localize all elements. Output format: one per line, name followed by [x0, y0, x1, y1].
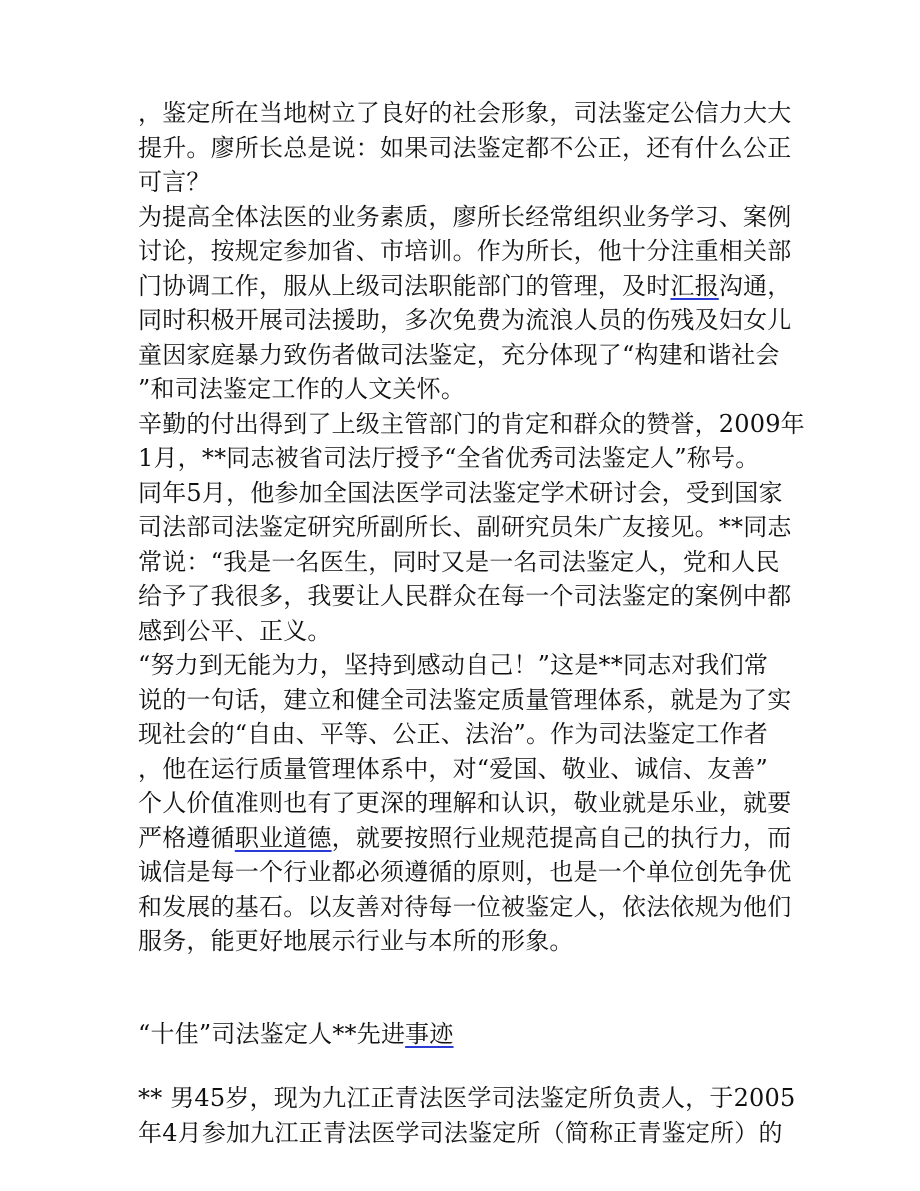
- text-line: 诚信是每一个行业都必须遵循的原则，也是一个单位创先争优: [138, 858, 792, 886]
- paragraph-4: [138, 648, 792, 959]
- section-heading: [138, 1017, 788, 1052]
- paragraph-3: [138, 407, 805, 649]
- text-line: 可言？: [138, 168, 211, 196]
- text-line: 同时积极开展司法援助，多次免费为流浪人员的伤残及妇女儿: [138, 306, 792, 334]
- text-line: 个人价值准则也有了更深的理解和认识，敬业就是乐业，就要: [138, 789, 792, 817]
- text-line: [138, 269, 792, 304]
- text-line: 年4月参加九江正青法医学司法鉴定所（简称正青鉴定所）的: [138, 1118, 783, 1147]
- text-line: 为提高全体法医的业务素质，廖所长经常组织业务学习、案例: [138, 202, 792, 231]
- text-segment: 沟通，: [718, 271, 792, 300]
- document-page: [138, 96, 805, 1150]
- text-line: 司法部司法鉴定研究所副所长、副研究员朱广友接见。**同志: [138, 513, 792, 541]
- text-line: 童因家庭暴力致伤者做司法鉴定，充分体现了“构建和谐社会: [138, 340, 780, 369]
- text-line: 同年5月，他参加全国法医学司法鉴定学术研讨会，受到国家: [138, 478, 783, 507]
- text-line: 现社会的“自由、平等、公正、法治”。作为司法鉴定工作者: [138, 720, 768, 748]
- text-line: 1月，**同志被省司法厅授予“全省优秀司法鉴定人”称号。: [138, 444, 760, 472]
- text-line: 辛勤的付出得到了上级主管部门的肯定和群众的赞誉，2009年: [138, 409, 805, 438]
- text-line: 给予了我很多，我要让人民群众在每一个司法鉴定的案例中都: [138, 582, 792, 610]
- text-segment: 门协调工作，服从上级司法职能部门的管理，及时: [138, 271, 671, 300]
- link-report[interactable]: 汇报: [670, 271, 719, 300]
- text-line: 说的一句话，建立和健全司法鉴定质量管理体系，就是为了实: [138, 685, 792, 714]
- paragraph-5: [138, 1081, 796, 1150]
- paragraph-1: [138, 96, 792, 200]
- heading-text: “十佳”司法鉴定人**先进: [138, 1019, 406, 1048]
- text-line: 讨论，按规定参加省、市培训。作为所长，他十分注重相关部: [138, 237, 792, 265]
- text-segment: 严格遵循: [138, 823, 235, 852]
- link-deeds[interactable]: 事迹: [405, 1019, 454, 1048]
- paragraph-2: [138, 200, 792, 407]
- text-line: 提升。廖所长总是说：如果司法鉴定都不公正，还有什么公正: [138, 133, 792, 162]
- text-line: [138, 821, 792, 856]
- text-line: 服务，能更好地展示行业与本所的形象。: [138, 927, 574, 955]
- spacer: [138, 1051, 788, 1081]
- spacer: [138, 959, 788, 1017]
- text-line: 感到公平、正义。: [138, 616, 332, 645]
- text-line: ** 男45岁，现为九江正青法医学司法鉴定所负责人，于2005: [138, 1084, 796, 1112]
- text-line: ，鉴定所在当地树立了良好的社会形象，司法鉴定公信力大大: [138, 99, 792, 127]
- link-professional-ethics[interactable]: 职业道德: [234, 823, 332, 852]
- text-line: ”和司法鉴定工作的人文关怀。: [138, 375, 466, 403]
- text-line: “努力到无能为力，坚持到感动自己！”这是**同志对我们常: [138, 651, 769, 679]
- text-line: 和发展的基石。以友善对待每一位被鉴定人，依法依规为他们: [138, 892, 792, 921]
- text-line: ，他在运行质量管理体系中，对“爱国、敬业、诚信、友善”: [138, 754, 768, 783]
- text-line: 常说：“我是一名医生，同时又是一名司法鉴定人，党和人民: [138, 547, 780, 576]
- text-segment: ，就要按照行业规范提高自己的执行力，而: [331, 823, 792, 852]
